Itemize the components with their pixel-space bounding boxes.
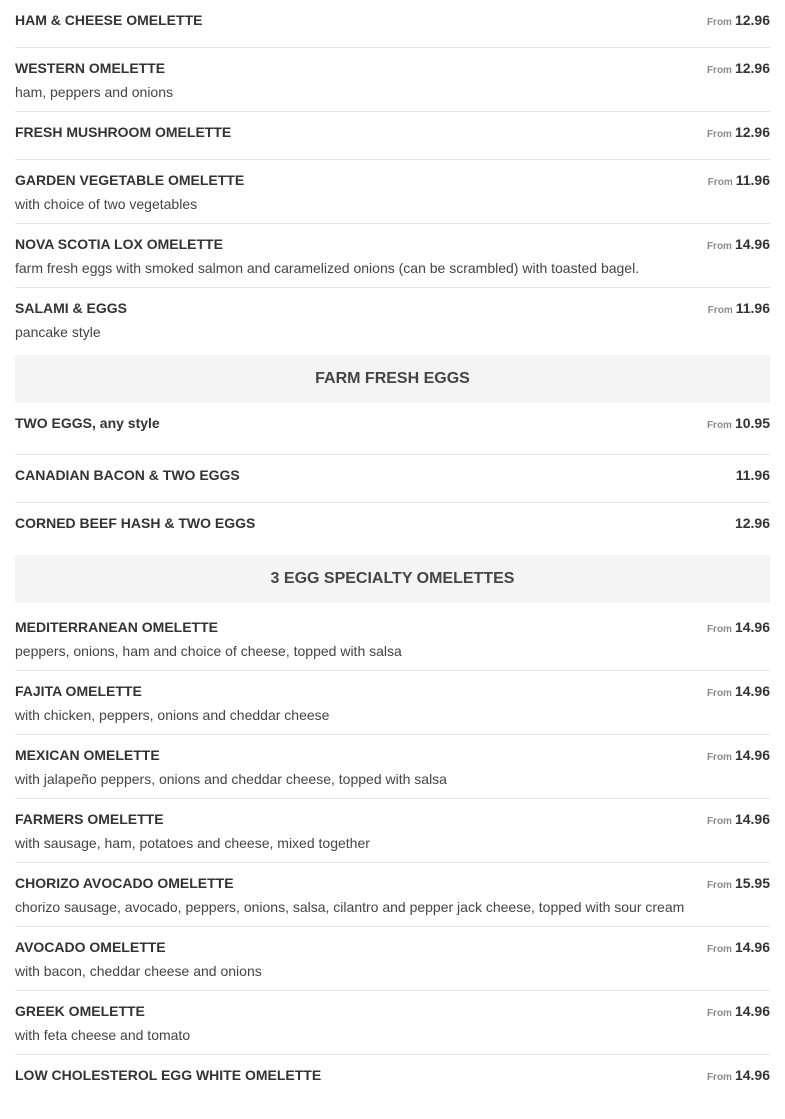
price-amount: 12.96: [734, 124, 770, 140]
item-description: peppers, onions, ham and choice of cheese, topped with salsa: [15, 643, 402, 659]
item-description: pancake style: [15, 324, 101, 340]
item-name: FAJITA OMELETTE: [15, 683, 142, 699]
menu-item-canadian-bacon-two-eggs[interactable]: [15, 455, 770, 503]
item-price: [707, 619, 770, 637]
item-price: [707, 124, 770, 142]
menu-item-fajita-omelette[interactable]: [15, 671, 770, 735]
item-price: [707, 415, 770, 433]
menu-item-two-eggs[interactable]: [15, 403, 770, 455]
price-prefix: From: [706, 1072, 732, 1083]
item-name: CHORIZO AVOCADO OMELETTE: [15, 875, 234, 891]
price-prefix: From: [706, 752, 732, 763]
item-name: AVOCADO OMELETTE: [15, 939, 166, 955]
menu-item-farmers-omelette[interactable]: [15, 799, 770, 863]
item-description: with sausage, ham, potatoes and cheese, mixed together: [15, 835, 370, 851]
item-name: CANADIAN BACON & TWO EGGS: [15, 467, 240, 483]
price-amount: 14.96: [734, 683, 770, 699]
price-amount: 14.96: [734, 747, 770, 763]
section-header-specialty-omelettes: 3 EGG SPECIALTY OMELETTES: [15, 555, 770, 603]
menu-item-mexican-omelette[interactable]: [15, 735, 770, 799]
price-amount: 14.96: [734, 939, 770, 955]
menu-item-corned-beef-hash-two-eggs[interactable]: [15, 503, 770, 555]
item-name: HAM & CHEESE OMELETTE: [15, 12, 203, 28]
menu-item-low-cholesterol-egg-white-omelette[interactable]: [15, 1055, 770, 1119]
menu-item-garden-vegetable-omelette[interactable]: [15, 160, 770, 224]
item-name: LOW CHOLESTEROL EGG WHITE OMELETTE: [15, 1067, 322, 1083]
item-price: [707, 875, 770, 893]
price-prefix: From: [706, 241, 732, 252]
menu-item-mediterranean-omelette[interactable]: [15, 603, 770, 671]
item-price: [707, 747, 770, 765]
item-name: FARMERS OMELETTE: [15, 811, 164, 827]
item-price: [707, 811, 770, 829]
menu-item-ham-cheese-omelette[interactable]: [15, 0, 770, 48]
price-prefix: From: [706, 65, 732, 76]
price-prefix: From: [707, 305, 733, 316]
price-amount: 12.96: [734, 60, 770, 76]
price-amount: 10.95: [734, 415, 770, 431]
item-description: with feta cheese and tomato: [15, 1027, 191, 1043]
price-amount: 12.96: [734, 515, 770, 531]
menu-item-fresh-mushroom-omelette[interactable]: [15, 112, 770, 160]
item-name: FRESH MUSHROOM OMELETTE: [15, 124, 232, 140]
price-amount: 14.96: [734, 619, 770, 635]
item-name: MEDITERRANEAN OMELETTE: [15, 619, 218, 635]
item-description: with jalapeño peppers, onions and cheddar cheese, topped with salsa: [15, 771, 447, 787]
item-price: [735, 515, 770, 533]
item-description: farm fresh eggs with smoked salmon and caramelized onions (can be scrambled) with toasted bagel.: [15, 260, 640, 276]
item-price: [707, 236, 770, 254]
price-amount: 14.96: [734, 1067, 770, 1083]
price-amount: 14.96: [734, 236, 770, 252]
item-description: with choice of two vegetables: [15, 196, 198, 212]
item-name: WESTERN OMELETTE: [15, 60, 166, 76]
price-amount: 12.96: [734, 12, 770, 28]
item-price: [708, 172, 770, 190]
item-price: [736, 467, 770, 485]
item-name: MEXICAN OMELETTE: [15, 747, 160, 763]
price-amount: 14.96: [734, 811, 770, 827]
item-name: SALAMI & EGGS: [15, 300, 128, 316]
item-name: GARDEN VEGETABLE OMELETTE: [15, 172, 245, 188]
item-price: [707, 683, 770, 701]
price-prefix: From: [706, 1008, 732, 1019]
price-prefix: From: [707, 177, 733, 188]
item-description: chorizo sausage, avocado, peppers, onions, salsa, cilantro and pepper jack cheese, topped with sour cream: [15, 899, 685, 915]
item-description: with bacon, cheddar cheese and onions: [15, 963, 262, 979]
item-price: [707, 1003, 770, 1021]
menu-item-avocado-omelette[interactable]: [15, 927, 770, 991]
item-name: GREEK OMELETTE: [15, 1003, 145, 1019]
item-price: [708, 300, 770, 318]
price-prefix: From: [706, 624, 732, 635]
price-amount: 11.96: [735, 467, 770, 483]
menu-item-chorizo-avocado-omelette[interactable]: [15, 863, 770, 927]
item-description: with chicken, peppers, onions and cheddar cheese: [15, 707, 330, 723]
price-prefix: From: [706, 816, 732, 827]
item-name: TWO EGGS, any style: [15, 415, 160, 431]
price-amount: 15.95: [734, 875, 770, 891]
item-price: [707, 60, 770, 78]
menu-item-greek-omelette[interactable]: [15, 991, 770, 1055]
item-name: NOVA SCOTIA LOX OMELETTE: [15, 236, 223, 252]
item-description: ham, peppers and onions: [15, 84, 173, 100]
menu-item-western-omelette[interactable]: [15, 48, 770, 112]
menu-item-nova-scotia-lox-omelette[interactable]: [15, 224, 770, 288]
section-header-farm-fresh-eggs: FARM FRESH EGGS: [15, 355, 770, 403]
price-prefix: From: [706, 420, 732, 431]
item-price: [707, 1067, 770, 1085]
item-price: [707, 939, 770, 957]
price-prefix: From: [706, 688, 732, 699]
price-amount: 11.96: [735, 172, 770, 188]
menu-list: [15, 0, 770, 1119]
price-prefix: From: [706, 880, 732, 891]
item-price: [707, 12, 770, 30]
price-prefix: From: [706, 17, 732, 28]
price-amount: 11.96: [735, 300, 770, 316]
item-name: CORNED BEEF HASH & TWO EGGS: [15, 515, 256, 531]
price-prefix: From: [706, 944, 732, 955]
price-prefix: From: [706, 129, 732, 140]
menu-item-salami-eggs[interactable]: [15, 288, 770, 355]
price-amount: 14.96: [734, 1003, 770, 1019]
